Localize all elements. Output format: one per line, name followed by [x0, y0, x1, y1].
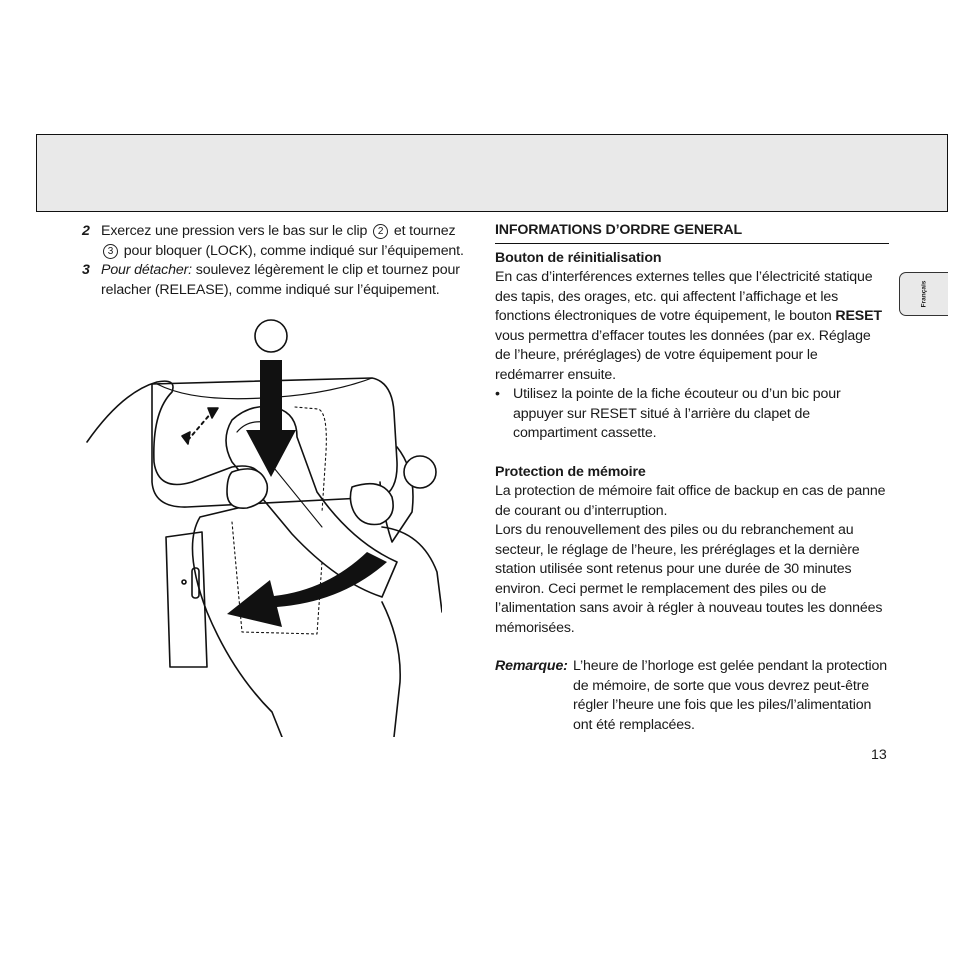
language-tab-label: Français	[920, 280, 928, 308]
language-tab[interactable]	[899, 272, 948, 316]
step-text: soulevez légèrement le clip et tournez pour relacher (RELEASE), comme indiqué sur l’équipement.	[101, 262, 460, 298]
step-text: Exercez une pression vers le bas sur le clip	[101, 223, 372, 239]
bullet-icon: •	[495, 386, 500, 402]
remark	[495, 657, 889, 735]
rotate-arrow-head	[182, 432, 190, 444]
rotate-arrow-head	[208, 408, 218, 418]
reset-text: En cas d’interférences externes telles que l’électricité statique des tapis, des orages, etc. qui affectent l’affichage et les fonctions électroniques de votre équipement, le bouton	[495, 269, 873, 324]
step-number: 2	[82, 223, 90, 239]
right-column	[495, 221, 889, 735]
reset-subtitle: Bouton de réinitialisation	[495, 249, 662, 266]
step-text: et tournez	[390, 223, 456, 239]
step-2	[82, 222, 477, 261]
callout-circle-right	[404, 456, 436, 488]
turn-reference-badge: 3	[103, 244, 118, 259]
dotted-compartment	[295, 407, 326, 512]
page-number: 13	[871, 747, 887, 763]
reset-keyword: RESET	[835, 308, 882, 324]
rotate-indicator	[188, 412, 212, 440]
memory-subtitle: Protection de mémoire	[495, 463, 646, 480]
section-title: INFORMATIONS D’ORDRE GENERAL	[495, 221, 889, 244]
step-text: pour bloquer (LOCK), comme indiqué sur l’équipement.	[120, 242, 464, 259]
clip-attachment-illustration	[82, 312, 442, 737]
right-wrist	[382, 602, 400, 737]
left-column	[82, 222, 477, 300]
step-number: 3	[82, 262, 90, 278]
left-thumb	[227, 469, 267, 508]
memory-paragraph-1: La protection de mémoire fait office de backup en cas de panne de courant ou d’interruption.	[495, 483, 886, 519]
step-3	[82, 261, 477, 300]
callout-circle-top	[255, 320, 287, 352]
remark-text: L’heure de l’horloge est gelée pendant la protection de mémoire, de sorte que vous devrez peut-être régler l’heure une fois que les piles/l’alimentation ont été remplacées.	[573, 658, 888, 733]
header-band	[36, 134, 948, 212]
bullet-text: Utilisez la pointe de la fiche écouteur ou d’un bic pour appuyer sur RESET situé à l’arrière du clapet de compartiment cassette.	[513, 386, 841, 441]
push-down-arrow	[246, 360, 296, 477]
side-button	[182, 580, 186, 584]
reset-bullet	[495, 385, 889, 444]
right-thumb	[350, 484, 393, 525]
reset-text: vous permettra d’effacer toutes les données (par ex. Réglage de l’heure, préréglages) de votre équipement pour le redémarrer ensuite.	[495, 327, 871, 383]
device-side-panel	[166, 532, 207, 667]
detach-label: Pour détacher:	[101, 262, 192, 278]
reset-paragraph	[495, 268, 889, 385]
remark-label: Remarque:	[495, 658, 568, 674]
clip-reference-badge: 2	[373, 224, 388, 239]
memory-paragraph-2: Lors du renouvellement des piles ou du rebranchement au secteur, le réglage de l’heure, les préréglages et la dernière station utilisée sont retenus pour une durée de 30 minutes environ. Ceci permet le remplacement des piles ou de l’alimentation sans avoir à régler à nouveau toutes les données mémorisées.	[495, 522, 883, 636]
